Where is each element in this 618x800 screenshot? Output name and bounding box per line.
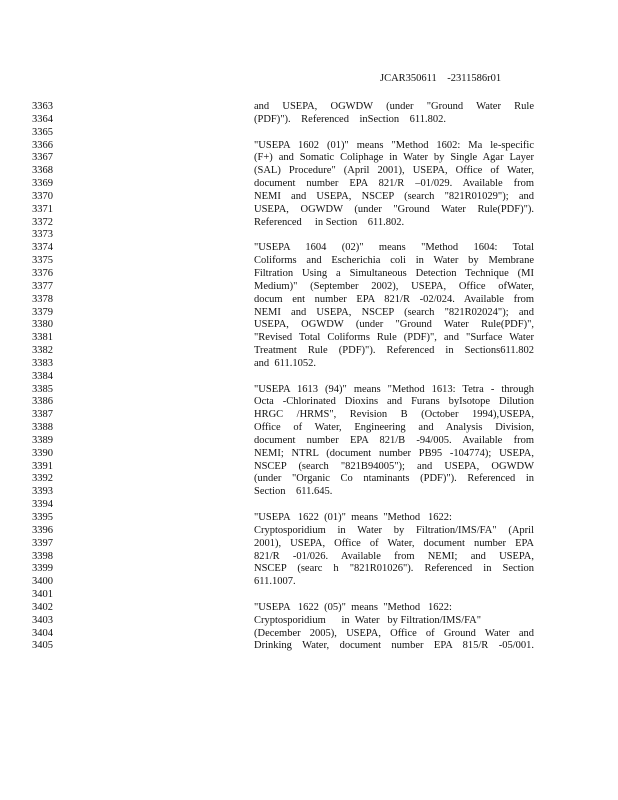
body-line: Cryptosporidium in Water by Filtration/IMS/FA" (April [254,524,534,536]
line-number: 3379 [32,306,53,318]
line-number: 3377 [32,280,53,292]
body-line: (December 2005), USEPA, Office of Ground Water and [254,627,534,639]
line-number: 3376 [32,267,53,279]
body-line: Coliforms and Escherichia coli in Water by Membrane [254,255,534,267]
body-line: "Revised Total Coliforms Rule (PDF)", and "Surface Water [254,332,534,344]
line-number: 3396 [32,524,53,536]
line-number: 3390 [32,447,53,459]
body-line [254,371,534,384]
line-number: 3372 [32,216,53,228]
line-number: 3399 [32,563,53,575]
line-number: 3366 [32,139,53,151]
body-line: "USEPA 1604 (02)" means "Method 1604: Total [254,242,534,254]
body-line: NEMI and USEPA, NSCEP (search "821R01029"); and [254,190,534,202]
line-number: 3365 [32,126,53,138]
line-number: 3391 [32,460,53,472]
line-number: 3385 [32,383,53,395]
line-number: 3394 [32,499,53,511]
line-number: 3371 [32,203,53,215]
line-number: 3402 [32,601,53,613]
line-number: 3375 [32,255,53,267]
line-number: 3400 [32,576,53,588]
body-line: USEPA, OGWDW (under "Ground Water Rule(PDF)", [254,319,534,331]
line-number: 3369 [32,178,53,190]
body-line: Filtration Using a Simultaneous Detection Technique (MI [254,267,534,279]
body-line: USEPA, OGWDW (under "Ground Water Rule(PDF)"). [254,203,534,215]
line-number: 3370 [32,190,53,202]
line-number: 3398 [32,550,53,562]
body-line: (SAL) Procedure" (April 2001), USEPA, Office of Water, [254,165,534,177]
body-line: NSCEP (searc h "821R01026"). Referenced in Section [254,563,534,575]
body-line: Medium)" (September 2002), USEPA, Office ofWater, [254,280,534,292]
body-line: HRGC /HRMS", Revision B (October 1994),USEPA, [254,409,534,421]
line-number: 3386 [32,396,53,408]
line-number: 3380 [32,319,53,331]
body-line [254,127,534,140]
body-line [254,229,534,242]
body-line: (under "Organic Co ntaminants (PDF)"). Referenced in [254,473,534,485]
line-number: 3392 [32,473,53,485]
line-number: 3383 [32,357,53,369]
body-line: "USEPA 1622 (01)" means "Method 1622: [254,512,452,523]
line-number: 3403 [32,614,53,626]
header-doc-id: JCAR350611 [380,73,437,84]
line-number: 3404 [32,627,53,639]
body-line: Drinking Water, document number EPA 815/R -05/001. [254,640,534,652]
page-header [380,73,501,84]
line-number: 3381 [32,332,53,344]
body-line: 2001), USEPA, Office of Water, document number EPA [254,537,534,549]
body-line: NSCEP (search "821B94005"); and USEPA, OGWDW [254,460,534,472]
body-line: (PDF)"). Referenced inSection 611.802. [254,113,446,125]
body-line: document number EPA 821/B -94/005. Available from [254,434,534,446]
line-number: 3367 [32,152,53,164]
line-number: 3378 [32,293,53,305]
body-line: "USEPA 1613 (94)" means "Method 1613: Tetra - through [254,383,534,395]
body-line: and USEPA, OGWDW (under "Ground Water Rule [254,101,534,112]
body-line: and 611.1052. [254,357,317,369]
body-line: Treatment Rule (PDF)"). Referenced in Sections611.802 [254,345,534,357]
line-number: 3405 [32,640,53,652]
line-number: 3384 [32,370,53,382]
body-line: "USEPA 1602 (01)" means "Method 1602: Ma le-specific [254,139,534,151]
header-doc-code: -2311586r01 [447,73,502,84]
body-line: 611.1007. [254,576,296,588]
body-line [254,589,534,602]
body-line: "USEPA 1622 (05)" means "Method 1622: [254,601,452,613]
line-number: 3387 [32,409,53,421]
document-body [254,101,534,653]
line-number: 3389 [32,434,53,446]
line-number: 3388 [32,422,53,434]
body-line [254,499,534,512]
body-line: Cryptosporidium in Water by Filtration/IMS/FA" [254,614,482,626]
line-number: 3393 [32,486,53,498]
line-number: 3395 [32,512,53,523]
line-number: 3364 [32,113,53,125]
line-number: 3382 [32,345,53,357]
body-line: 821/R -01/026. Available from NEMI; and USEPA, [254,550,534,562]
line-number: 3401 [32,589,53,601]
line-number: 3397 [32,537,53,549]
line-number: 3374 [32,242,53,254]
line-number: 3373 [32,229,53,241]
body-line: NEMI and USEPA, NSCEP (search "821R02024"); and [254,306,534,318]
body-line: NEMI; NTRL (document number PB95 -104774); USEPA, [254,447,534,459]
line-number: 3368 [32,165,53,177]
body-line: Referenced in Section 611.802. [254,216,405,228]
body-line: Section 611.645. [254,486,333,498]
line-number-column [32,101,53,653]
body-line: document number EPA 821/R –01/029. Available from [254,178,534,190]
body-line: Office of Water, Engineering and Analysis Division, [254,422,534,434]
body-line: (F+) and Somatic Coliphage in Water by Single Agar Layer [254,152,534,164]
body-line: docum ent number EPA 821/R -02/024. Available from [254,293,534,305]
body-line: Octa -Chlorinated Dioxins and Furans byIsotope Dilution [254,396,534,408]
line-number: 3363 [32,101,53,112]
